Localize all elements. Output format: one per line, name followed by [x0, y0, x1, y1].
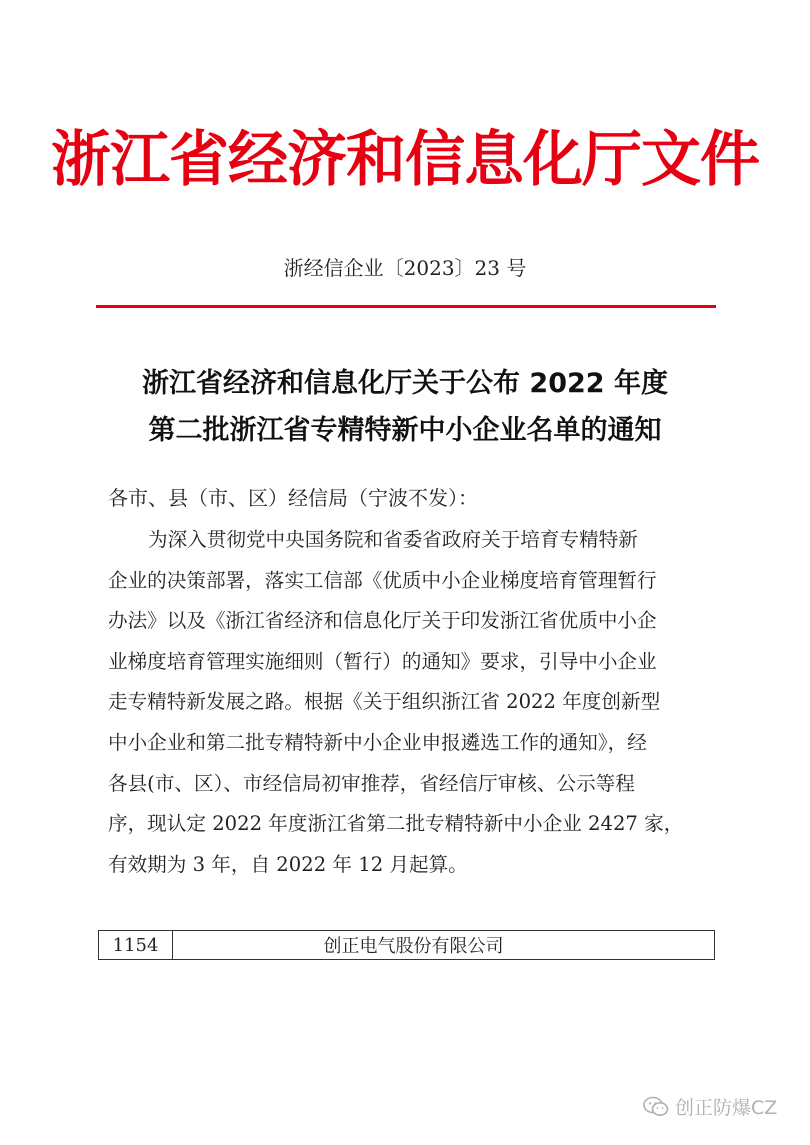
body-line: 企业的决策部署，落实工信部《优质中小企业梯度培育管理暂行	[108, 568, 657, 592]
enterprise-list-row	[98, 930, 715, 960]
body-line: 业梯度培育管理实施细则（暂行）的通知》要求，引导中小企业	[108, 649, 657, 673]
company-name-cell: 创正电气股份有限公司	[323, 936, 504, 957]
row-number-cell: 1154	[99, 931, 173, 959]
wechat-icon	[643, 1096, 669, 1118]
salutation: 各市、县（市、区）经信局（宁波不发）：	[108, 486, 478, 510]
notice-title	[60, 360, 750, 454]
body-line: 中小企业和第二批专精特新中小企业申报遴选工作的通知》，经	[108, 730, 647, 754]
red-divider-line	[96, 305, 716, 308]
body-line: 走专精特新发展之路。根据《关于组织浙江省 2022 年度创新型	[108, 690, 661, 714]
body-line: 各县(市、区）、市经信局初审推荐，省经信厅审核、公示等程	[108, 771, 635, 795]
notice-body	[108, 520, 718, 885]
body-line: 序，现认定 2022 年度浙江省第二批专精特新中小企业 2427 家，	[108, 812, 684, 836]
notice-title-line-1: 浙江省经济和信息化厅关于公布 2022 年度	[142, 368, 668, 399]
notice-title-line-2: 第二批浙江省专精特新中小企业名单的通知	[148, 415, 662, 446]
body-line: 为深入贯彻党中央国务院和省委省政府关于培育专精特新	[148, 528, 638, 551]
document-number: 浙经信企业〔2023〕23 号	[283, 256, 527, 280]
watermark-text: 创正防爆CZ	[675, 1097, 778, 1119]
document-header-title: 浙江省经济和信息化厅文件	[51, 125, 759, 195]
body-line: 有效期为 3 年，自 2022 年 12 月起算。	[108, 852, 468, 876]
source-watermark	[643, 1093, 777, 1120]
body-line: 办法》以及《浙江省经济和信息化厅关于印发浙江省优质中小企	[108, 609, 657, 633]
